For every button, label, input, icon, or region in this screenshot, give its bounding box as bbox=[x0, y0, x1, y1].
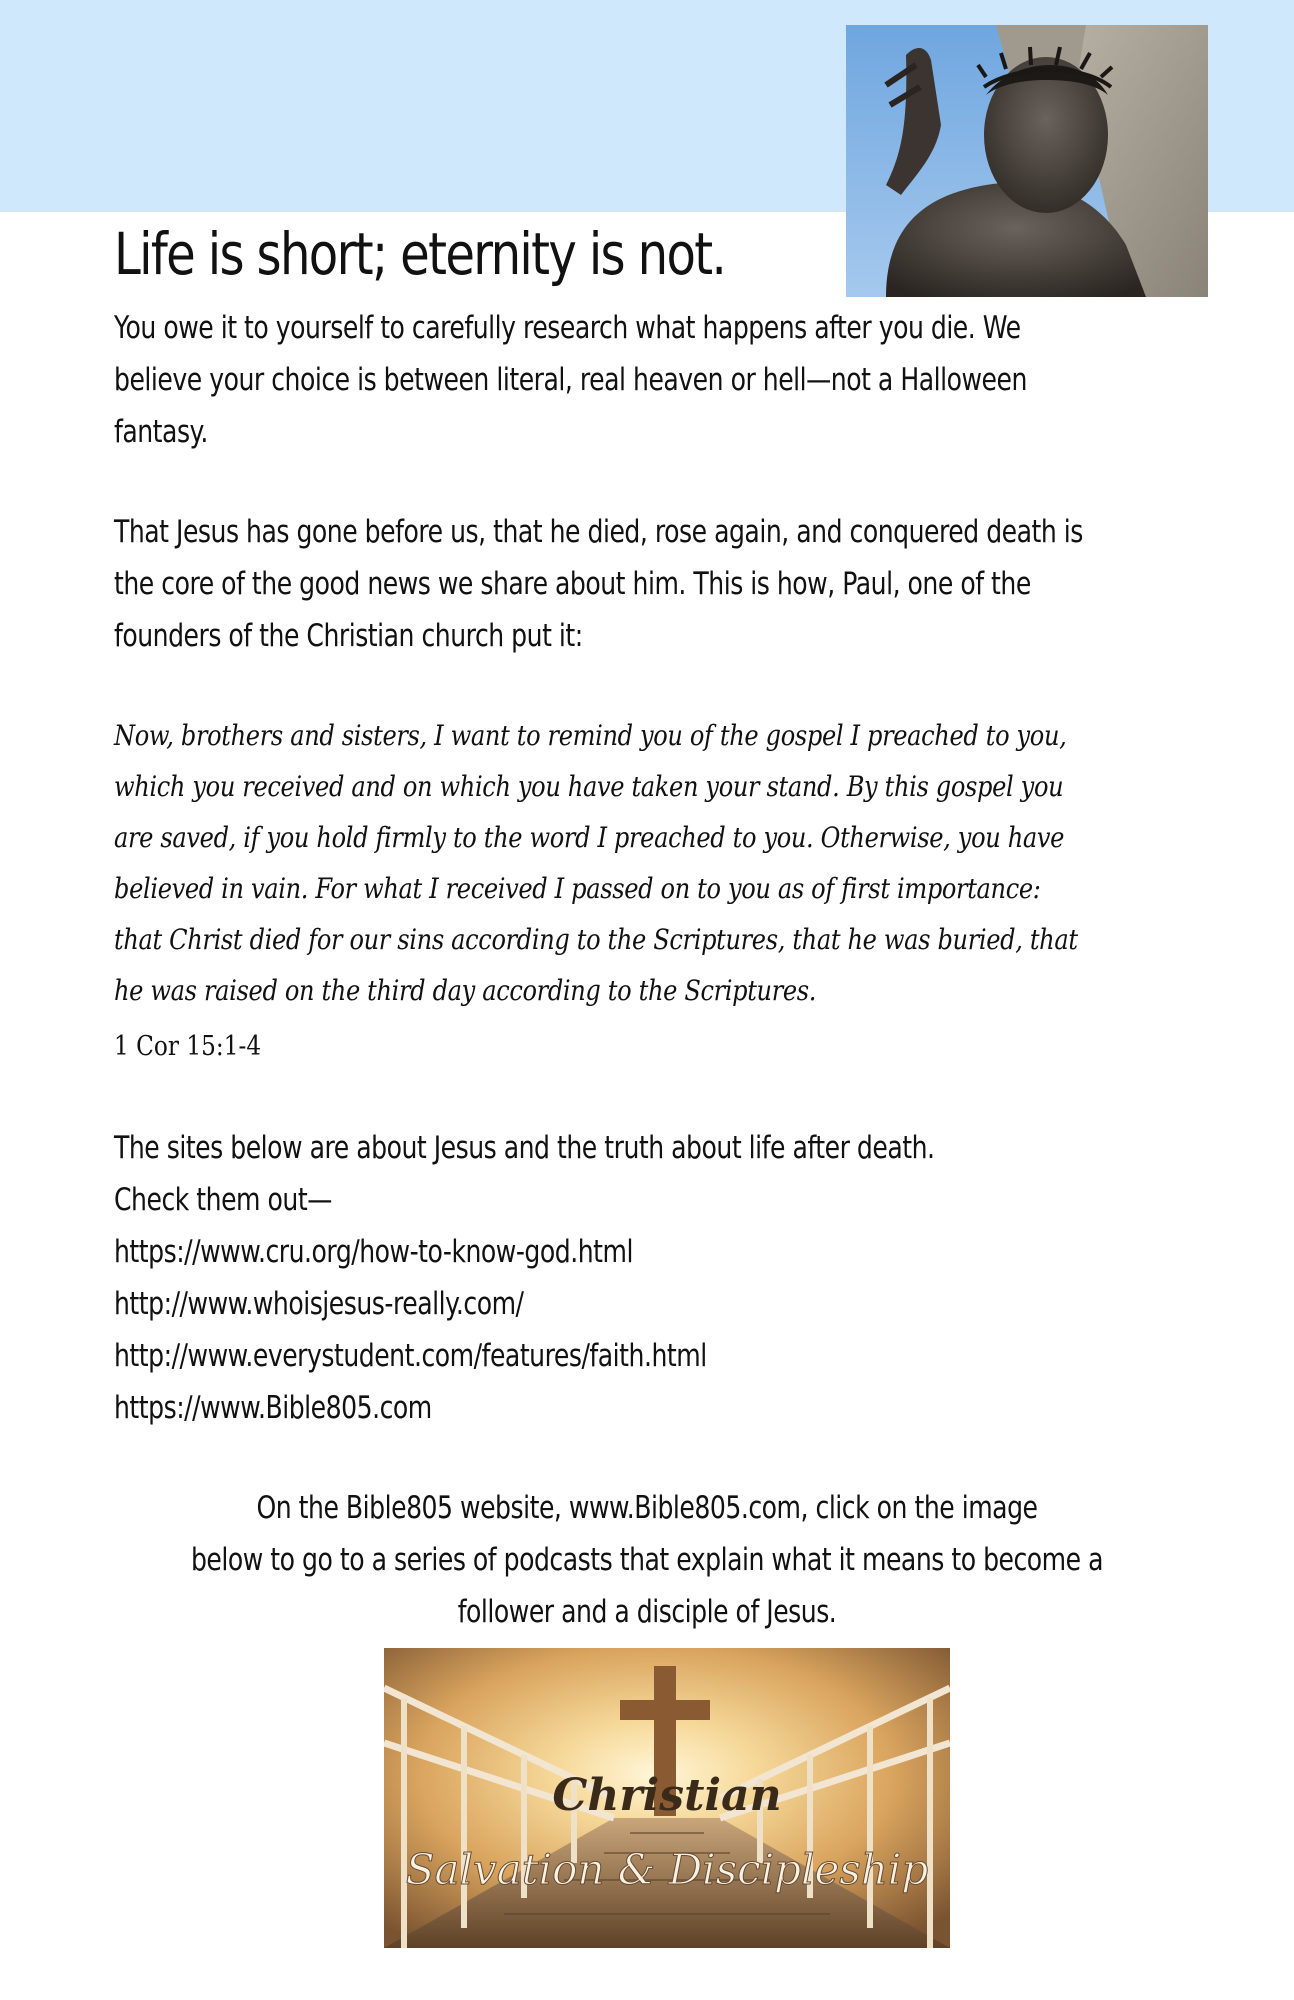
banner-title: Christian bbox=[552, 1770, 782, 1821]
scripture-line: Now, brothers and sisters, I want to remind you of the gospel I preached to you, bbox=[114, 719, 1067, 752]
scripture-line: are saved, if you hold firmly to the word I preached to you. Otherwise, you have bbox=[114, 821, 1065, 854]
sites-line: The sites below are about Jesus and the truth about life after death. bbox=[114, 1130, 935, 1166]
scripture-reference: 1 Cor 15:1-4 bbox=[114, 1031, 262, 1062]
scripture-line: that Christ died for our sins according to the Scriptures, that he was buried, that bbox=[114, 923, 1078, 956]
closing-line: On the Bible805 website, www.Bible805.com, click on the image bbox=[256, 1490, 1038, 1526]
list-item bbox=[114, 1330, 707, 1382]
intro-line: fantasy. bbox=[114, 414, 208, 450]
intro-line: believe your choice is between literal, real heaven or hell—not a Halloween bbox=[114, 362, 1027, 398]
list-item bbox=[114, 1278, 707, 1330]
link-bible805[interactable]: https://www.Bible805.com bbox=[114, 1390, 432, 1426]
sites-line: Check them out— bbox=[114, 1182, 332, 1218]
resource-links bbox=[114, 1226, 707, 1434]
banner-subtitle: Salvation & Discipleship bbox=[405, 1845, 929, 1894]
link-whoisjesus[interactable]: http://www.whoisjesus-really.com/ bbox=[114, 1286, 524, 1322]
gospel-paragraph bbox=[114, 506, 1167, 662]
scripture-line: he was raised on the third day according to the Scriptures. bbox=[114, 974, 817, 1007]
discipleship-banner-image[interactable] bbox=[384, 1648, 950, 1948]
gospel-line: founders of the Christian church put it: bbox=[114, 618, 583, 654]
link-everystudent[interactable]: http://www.everystudent.com/features/faith.html bbox=[114, 1338, 707, 1374]
list-item bbox=[114, 1382, 707, 1434]
intro-paragraph bbox=[114, 302, 1167, 458]
closing-note bbox=[0, 1482, 1294, 1638]
page-title: Life is short; eternity is not. bbox=[114, 220, 726, 288]
scripture-line: which you received and on which you have taken your stand. By this gospel you bbox=[114, 770, 1064, 803]
sites-intro bbox=[114, 1122, 1167, 1226]
gospel-line: That Jesus has gone before us, that he died, rose again, and conquered death is bbox=[114, 514, 1083, 550]
closing-line: below to go to a series of podcasts that explain what it means to become a bbox=[190, 1542, 1104, 1578]
link-cru[interactable]: https://www.cru.org/how-to-know-god.html bbox=[114, 1234, 633, 1270]
intro-line: You owe it to yourself to carefully research what happens after you die. We bbox=[114, 310, 1021, 346]
scripture-line: believed in vain. For what I received I passed on to you as of first importance: bbox=[114, 872, 1041, 905]
scripture-quote bbox=[114, 710, 1232, 1016]
closing-line: follower and a disciple of Jesus. bbox=[457, 1594, 837, 1630]
list-item bbox=[114, 1226, 707, 1278]
jesus-statue-photo bbox=[846, 25, 1208, 297]
gospel-line: the core of the good news we share about him. This is how, Paul, one of the bbox=[114, 566, 1031, 602]
